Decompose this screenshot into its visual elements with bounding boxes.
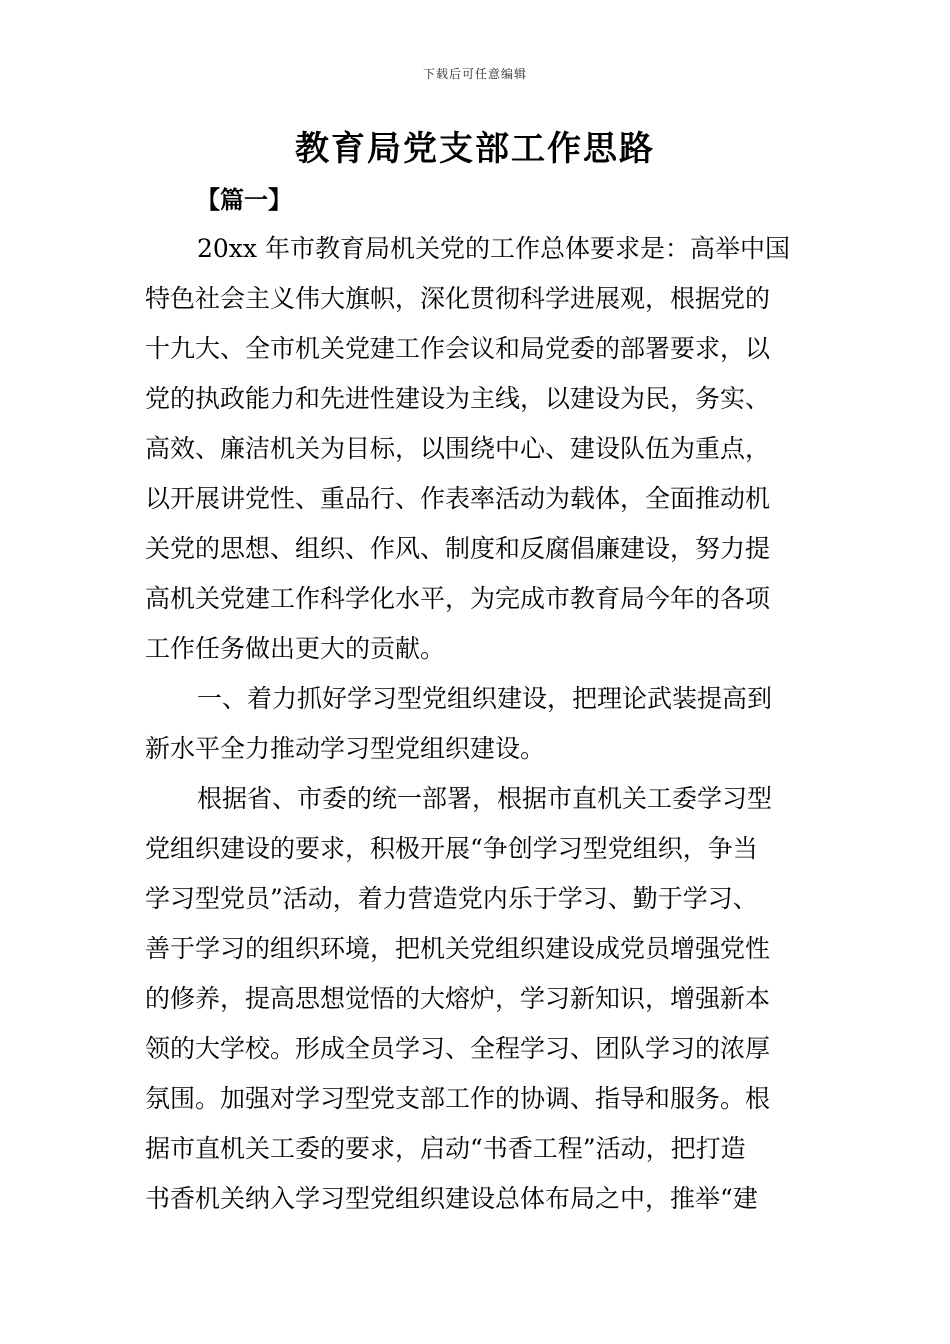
section-label: 【篇一】 <box>196 186 292 214</box>
paragraph-3 <box>145 774 825 1224</box>
text-line: 的修养，提高思想觉悟的大熔炉，学习新知识，增强新本 <box>145 984 771 1013</box>
text-line: 关党的思想、组织、作风、制度和反腐倡廉建设，努力提 <box>145 534 771 563</box>
text-line: 书香机关纳入学习型党组织建设总体布局之中，推举“建 <box>145 1184 758 1213</box>
text-line: 党组织建设的要求，积极开展“争创学习型党组织，争当 <box>145 834 758 863</box>
text-line: 新水平全力推动学习型党组织建设。 <box>145 734 546 763</box>
text-line: 氛围。加强对学习型党支部工作的协调、指导和服务。根 <box>145 1084 771 1113</box>
text-line: 特色社会主义伟大旗帜，深化贯彻科学进展观，根据党的 <box>145 284 771 313</box>
text-line: 善于学习的组织环境，把机关党组织建设成党员增强党性 <box>145 934 771 963</box>
text-line: 以开展讲党性、重品行、作表率活动为载体，全面推动机 <box>145 484 771 513</box>
paragraph-2 <box>145 674 825 774</box>
paragraph-1 <box>145 224 825 674</box>
document-body <box>145 224 825 1224</box>
document-title: 教育局党支部工作思路 <box>295 129 655 169</box>
text-line: 一、着力抓好学习型党组织建设，把理论武装提高到 <box>197 684 773 713</box>
text-line: 据市直机关工委的要求，启动“书香工程”活动，把打造 <box>145 1134 746 1163</box>
text-line: 根据省、市委的统一部署，根据市直机关工委学习型 <box>197 784 773 813</box>
text-line: 高效、廉洁机关为目标，以围绕中心、建设队伍为重点， <box>145 434 771 463</box>
text-line: 领的大学校。形成全员学习、全程学习、团队学习的浓厚 <box>145 1034 771 1063</box>
text-line: 党的执政能力和先进性建设为主线，以建设为民，务实、 <box>145 384 771 413</box>
text-line: 工作任务做出更大的贡献。 <box>145 634 446 663</box>
text-line: 20xx 年市教育局机关党的工作总体要求是：高举中国 <box>197 234 790 263</box>
header-note: 下载后可任意编辑 <box>422 67 527 81</box>
text-line: 十九大、全市机关党建工作会议和局党委的部署要求，以 <box>145 334 771 363</box>
text-line: 高机关党建工作科学化水平，为完成市教育局今年的各项 <box>145 584 771 613</box>
text-line: 学习型党员”活动，着力营造党内乐于学习、勤于学习、 <box>145 884 758 913</box>
